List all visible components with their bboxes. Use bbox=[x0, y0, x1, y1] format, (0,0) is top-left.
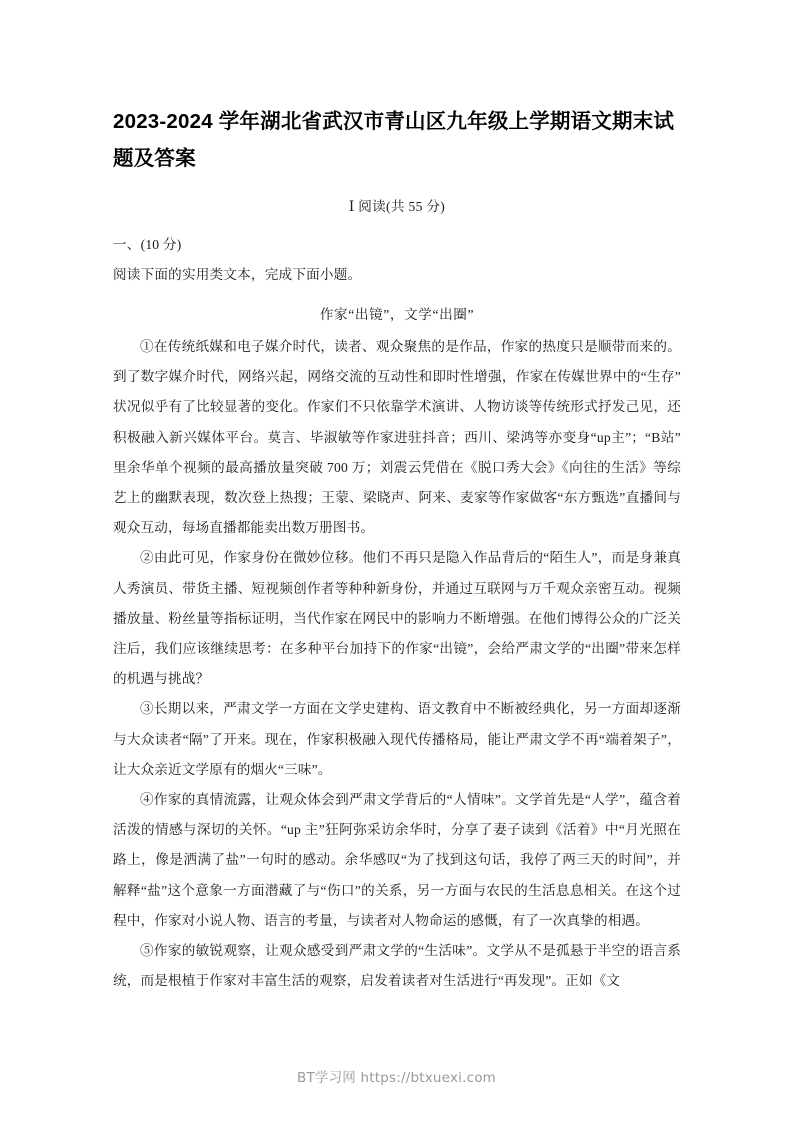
article-title: 作家“出镜”，文学“出圈” bbox=[319, 307, 475, 322]
body-paragraph-3: ③长期以来，严肃文学一方面在文学史建构、语文教育中不断被经典化，另一方面却逐渐与大众读者“隔”了开来。现在，作家积极融入现代传播格局，能让严肃文学不再“端着架子”，让大众亲近文学原有的烟火“三味”。 bbox=[113, 701, 681, 777]
reading-instruction: 阅读下面的实用类文本，完成下面小题。 bbox=[113, 267, 362, 282]
document-content bbox=[113, 103, 681, 996]
section-heading: Ⅰ 阅读(共 55 分) bbox=[348, 199, 446, 214]
page-title: 2023-2024 学年湖北省武汉市青山区九年级上学期语文期末试题及答案 bbox=[113, 110, 675, 170]
body-paragraph-1: ①在传统纸媒和电子媒介时代，读者、观众聚焦的是作品，作家的热度只是顺带而来的。到了数字媒介时代，网络兴起，网络交流的互动性和即时性增强，作家在传媒世界中的“生存”状况似乎有了比较显著的变化。作家们不只依靠学术演讲、人物访谈等传统形式抒发己见，还积极融入新兴媒体平台。莫言、毕淑敏等作家进驻抖音；西川、梁鸿等亦变身“up主”；“B站”里余华单个视频的最高播放量突破 700 万；刘震云凭借在《脱口秀大会》《向往的生活》等综艺上的幽默表现，数次登上热搜；王蒙、梁晓声、阿来、麦家等作家做客“东方甄选”直播间与观众互动，每场直播都能卖出数万册图书。 bbox=[113, 339, 681, 536]
body-paragraph-4: ④作家的真情流露，让观众体会到严肃文学背后的“人情味”。文学首先是“人学”，蕴含着活泼的情感与深切的关怀。“up 主”狂阿弥采访余华时，分享了妻子读到《活着》中“月光照在路上，像是洒满了盐”一句时的感动。余华感叹“为了找到这句话，我停了两三天的时间”，并解释“盐”这个意象一方面潜藏了与“伤口”的关系，另一方面与农民的生活息息相关。在这个过程中，作家对小说人物、语言的考量，与读者对人物命运的感慨，有了一次真挚的相遇。 bbox=[113, 792, 681, 928]
body-paragraph-5: ⑤作家的敏锐观察，让观众感受到严肃文学的“生活味”。文学从不是孤悬于半空的语言系统，而是根植于作家对丰富生活的观察，启发着读者对生活进行“再发现”。正如《文 bbox=[113, 943, 681, 989]
body-paragraph-2: ②由此可见，作家身份在微妙位移。他们不再只是隐入作品背后的“陌生人”，而是身兼真人秀演员、带货主播、短视频创作者等种种新身份，并通过互联网与万千观众亲密互动。视频播放量、粉丝量等指标证明，当代作家在网民中的影响力不断增强。在他们博得公众的广泛关注后，我们应该继续思考：在多种平台加持下的作家“出镜”，会给严肃文学的“出圈”带来怎样的机遇与挑战？ bbox=[113, 550, 681, 687]
sub-heading: 一、(10 分) bbox=[113, 237, 182, 252]
footer-watermark: BT学习网 https://btxuexi.com bbox=[296, 1070, 497, 1086]
